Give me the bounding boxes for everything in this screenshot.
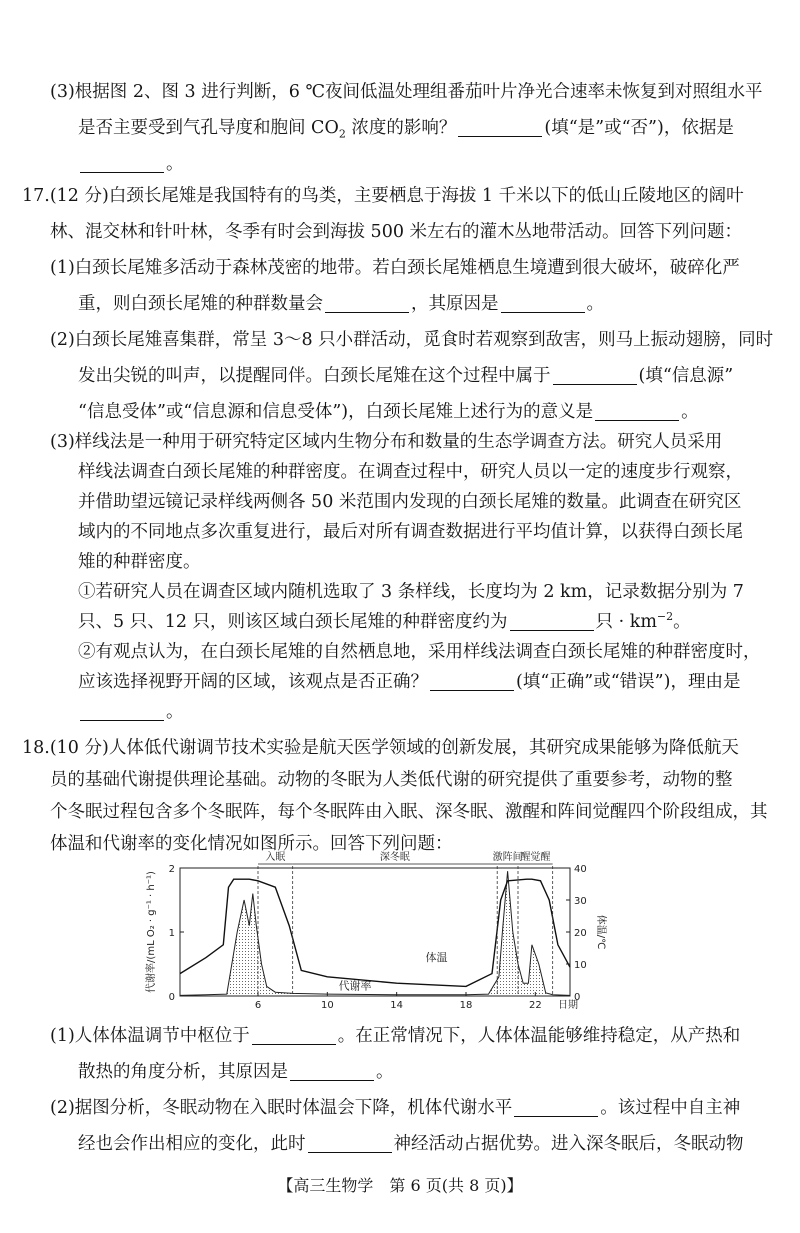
q17-3-line-2: 样线法调查白颈长尾雉的种群密度。在调查过程中，研究人员以一定的速度步行观察， xyxy=(78,462,743,482)
q17-3-sub1-line-2: 只、5 只、12 只，则该区域白颈长尾雉的种群密度约为 只 · $km^{-2}$。 xyxy=(78,610,691,632)
x-tick-label: 18 xyxy=(459,1000,473,1011)
x-tick-label: 10 xyxy=(320,1000,334,1011)
q16-3-line-1: (3)根据图 2、图 3 进行判断，6 ℃夜间低温处理组番茄叶片净光合速率未恢复到对照组水平 xyxy=(50,82,763,102)
q17-3-sub2-line-1: ②有观点认为，在白颈长尾雉的自然栖息地，采用样线法调查白颈长尾雉的种群密度时， xyxy=(78,642,761,662)
answer-blank[interactable] xyxy=(510,610,594,631)
q17-intro-line-2: 林、混交林和针叶林，冬季有时会到海拔 500 米左右的灌木丛地带活动。回答下列问题： xyxy=(50,222,743,242)
answer-blank[interactable] xyxy=(430,670,514,691)
answer-blank[interactable] xyxy=(553,364,637,385)
phase-label: 深冬眠 xyxy=(379,852,410,863)
x-tick-label: 22 xyxy=(528,1000,542,1011)
q16-3-line-2: 是否主要受到气孔导度和胞间 $CO_2$ 浓度的影响？ (填“是”或“否”)，依据是 xyxy=(78,118,734,141)
q17-3-sub2-line-2: 应该选择视野开阔的区域，该观点是否正确？ (填“正确”或“错误”)，理由是 xyxy=(78,672,741,692)
phase-label: 入眠 xyxy=(265,852,286,863)
y-tick-label: 0 xyxy=(168,992,175,1003)
page-footer: 【高三生物学 第 6 页(共 8 页)】 xyxy=(277,1176,523,1195)
metabolic-rate-area xyxy=(180,871,570,996)
q17-2-line-3: “信息受体”或“信息源和信息受体”)，白颈长尾雉上述行为的意义是 。 xyxy=(78,402,699,422)
q17-3-line-3: 并借助望远镜记录样线两侧各 50 米范围内发现的白颈长尾雉的数量。此调查在研究区 xyxy=(78,492,742,512)
y-tick-label: 1 xyxy=(168,928,175,939)
y2-tick-label: 40 xyxy=(574,864,587,875)
y2-tick-label: 30 xyxy=(574,896,587,907)
answer-blank[interactable] xyxy=(80,700,164,721)
x-tick-label: 6 xyxy=(254,1000,262,1011)
y2-axis-title: 体温/℃ xyxy=(595,914,606,950)
y-tick-label: 2 xyxy=(168,864,175,875)
q17-1-line-1: (1)白颈长尾雉多活动于森林茂密的地带。若白颈长尾雉栖息生境遭到很大破坏，破碎化严 xyxy=(50,258,740,278)
answer-blank[interactable] xyxy=(308,1132,392,1153)
q18-2-line-1: (2)据图分析，冬眠动物在入眠时体温会下降，机体代谢水平 。该过程中自主神 xyxy=(50,1098,741,1118)
q17-3-sub1-line-1: ①若研究人员在调查区域内随机选取了 3 条样线，长度均为 2 km，记录数据分别为 7 xyxy=(78,582,744,602)
q18-intro-line-4 xyxy=(50,826,453,862)
metabolic-rate-label: 代谢率 xyxy=(338,979,372,993)
q17-3-line-5: 雉的种群密度。 xyxy=(78,552,201,572)
q18-intro-line-2-text: 员的基础代谢提供理论基础。动物的冬眠为人类低代谢的研究提供了重要参考，动物的整 xyxy=(50,770,733,790)
q18-1-line-1: (1)人体体温调节中枢位于 。在正常情况下，人体体温能够维持稳定，从产热和 xyxy=(50,1026,741,1046)
q18-intro-line-2 xyxy=(50,762,733,798)
q16-3-line-3: 。 xyxy=(78,146,184,182)
answer-blank[interactable] xyxy=(514,1096,598,1117)
phase-label: 激阵间 xyxy=(492,852,523,863)
hibernation-chart xyxy=(140,852,620,1018)
answer-blank[interactable] xyxy=(325,292,409,313)
q18-intro-line-3-text: 个冬眠过程包含多个冬眠阵，每个冬眠阵由入眠、深冬眠、激醒和阵间觉醒四个阶段组成，其 xyxy=(50,802,768,822)
answer-blank[interactable] xyxy=(80,152,164,173)
q18-1-line-2: 散热的角度分析，其原因是 。 xyxy=(78,1062,394,1082)
answer-blank[interactable] xyxy=(458,116,542,137)
q18-2-line-2: 经也会作出相应的变化，此时 神经活动占据优势。进入深冬眠后，冬眠动物 xyxy=(78,1134,744,1154)
answer-blank[interactable] xyxy=(595,400,679,421)
y-axis-title: 代谢率/(mL O₂ · g⁻¹ · h⁻¹) xyxy=(146,871,157,993)
q17-3-line-4: 域内的不同地点多次重复进行，最后对所有调查数据进行平均值计算，以获得白颈长尾 xyxy=(78,522,743,542)
q17-2-line-2: 发出尖锐的叫声，以提醒同伴。白颈长尾雉在这个过程中属于 (填“信息源” xyxy=(78,366,734,386)
answer-blank[interactable] xyxy=(252,1024,336,1045)
x-axis-label: 日期 xyxy=(558,1000,578,1011)
q18-heading: 18.(10 分)人体低代谢调节技术实验是航天医学领域的创新发展，其研究成果能够为降低航天 xyxy=(22,738,739,758)
y2-tick-label: 0 xyxy=(574,992,581,1003)
x-tick-label: 14 xyxy=(390,1000,404,1011)
answer-blank[interactable] xyxy=(501,292,585,313)
q17-3-line-1: (3)样线法是一种用于研究特定区域内生物分布和数量的生态学调查方法。研究人员采用 xyxy=(50,432,723,452)
y2-tick-label: 10 xyxy=(574,960,587,971)
body-temperature-label: 体温 xyxy=(425,950,448,964)
q17-1-line-2: 重，则白颈长尾雉的种群数量会 ，其原因是 。 xyxy=(78,294,604,314)
q17-3-sub2-line-3: 。 xyxy=(78,694,184,730)
q18-intro-line-4-text: 体温和代谢率的变化情况如图所示。回答下列问题： xyxy=(50,834,453,854)
q17-2-line-1: (2)白颈长尾雉喜集群，常呈 3～8 只小群活动，觅食时若观察到敌害，则马上振动翅膀，同时 xyxy=(50,330,774,350)
q18-intro-line-3 xyxy=(50,794,768,830)
phase-label: 醒觉醒 xyxy=(520,852,551,863)
q17-heading: 17.(12 分)白颈长尾雉是我国特有的鸟类，主要栖息于海拔 1 千米以下的低山丘陵地区的阔叶 xyxy=(22,186,744,206)
answer-blank[interactable] xyxy=(290,1060,374,1081)
y2-tick-label: 20 xyxy=(574,928,587,939)
